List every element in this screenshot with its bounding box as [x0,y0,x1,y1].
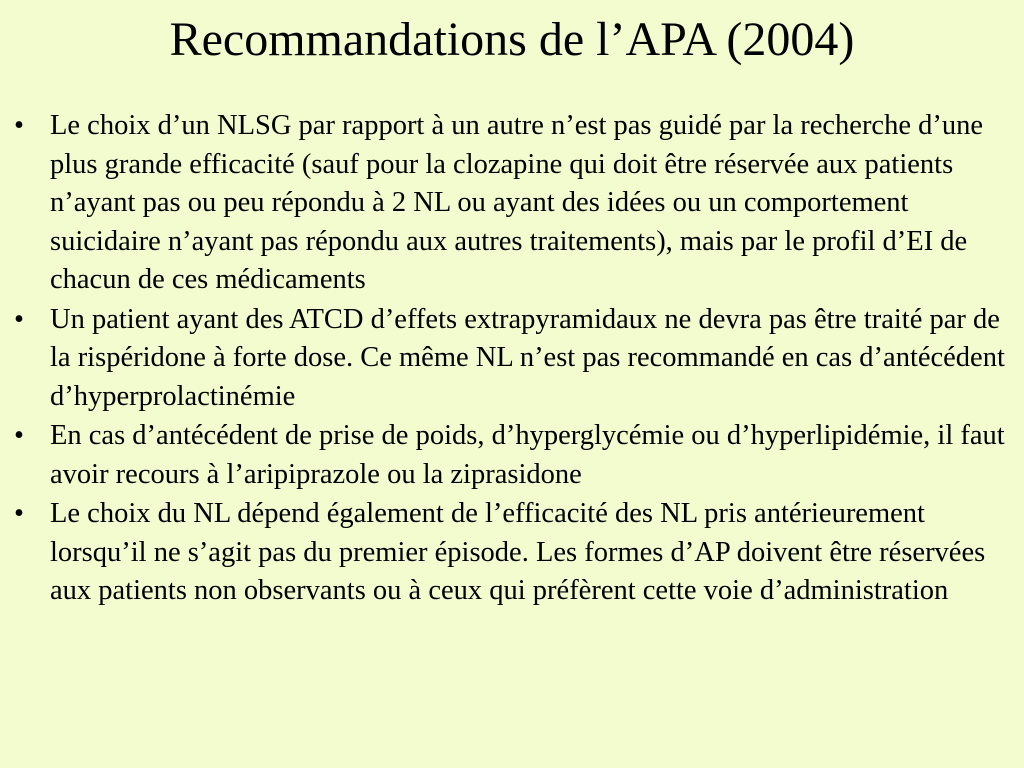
bullet-text: En cas d’antécédent de prise de poids, d’hyperglycémie ou d’hyperlipidémie, il faut avoir recours à l’aripiprazole ou la ziprasidone [50,420,1005,490]
bullet-marker: • [14,420,24,451]
bullet-list [14,107,1014,612]
bullet-marker: • [14,110,24,141]
bullet-text: Le choix du NL dépend également de l’efficacité des NL pris antérieurement lorsqu’il ne s’agit pas du premier épisode. Les formes d’AP doivent être réservées aux patients non observants ou à ceux qui préfèrent cette voie d’administration [50,498,986,606]
slide-title: Recommandations de l’APA (2004) [169,13,855,66]
bullet-item [14,301,1014,417]
bullet-marker: • [14,498,24,529]
bullet-item [14,107,1014,300]
bullet-item [14,495,1014,611]
bullet-text: Un patient ayant des ATCD d’effets extrapyramidaux ne devra pas être traité par de la rispéridone à forte dose. Ce même NL n’est pas recommandé en cas d’antécédent d’hyperprolactinémie [50,303,1005,412]
bullet-text: Le choix d’un NLSG par rapport à un autre n’est pas guidé par la recherche d’une plus grande efficacité (sauf pour la clozapine qui doit être réservée aux patients n’ayant pas ou peu répondu à 2 NL ou ayant des idées ou un comportement suicidaire n’ayant pas répondu aux autres traitements), mais par le profil d’EI de chacun de ces médicaments [50,110,983,295]
bullet-item [14,417,1014,494]
bullet-marker: • [14,303,24,335]
